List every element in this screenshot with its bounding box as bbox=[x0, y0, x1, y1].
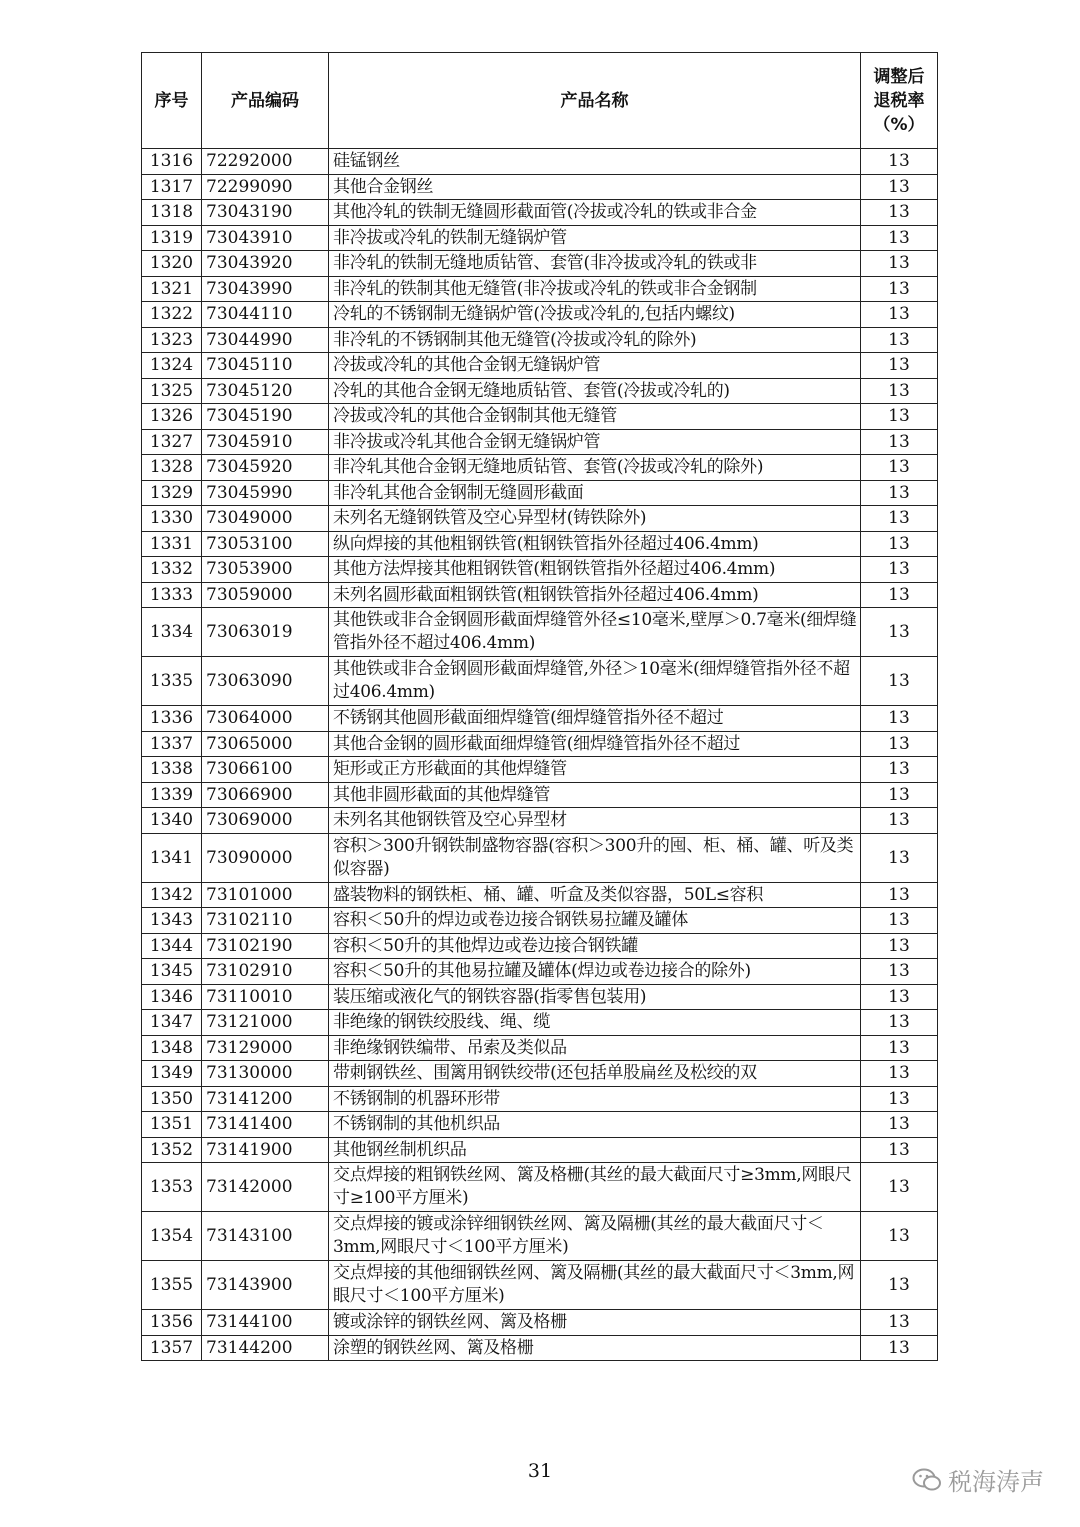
table-row bbox=[142, 506, 938, 532]
cell-code: 73063090 bbox=[202, 657, 329, 706]
cell-name: 冷轧的其他合金钢无缝地质钻管、套管(冷拔或冷轧的) bbox=[329, 378, 861, 404]
table-row bbox=[142, 302, 938, 328]
cell-rate: 13 bbox=[861, 276, 938, 302]
cell-name: 非绝缘的钢铁绞股线、绳、缆 bbox=[329, 1010, 861, 1036]
cell-rate: 13 bbox=[861, 1261, 938, 1310]
table-body bbox=[142, 149, 938, 1361]
cell-name: 不锈钢制的机器环形带 bbox=[329, 1086, 861, 1112]
cell-name: 交点焊接的粗钢铁丝网、篱及格栅(其丝的最大截面尺寸≥3mm,网眼尺寸≥100平方厘米) bbox=[329, 1163, 861, 1212]
table-row bbox=[142, 782, 938, 808]
cell-code: 73110010 bbox=[202, 984, 329, 1010]
cell-seq: 1350 bbox=[142, 1086, 202, 1112]
cell-rate: 13 bbox=[861, 327, 938, 353]
cell-seq: 1327 bbox=[142, 429, 202, 455]
cell-code: 73143900 bbox=[202, 1261, 329, 1310]
cell-rate: 13 bbox=[861, 1212, 938, 1261]
table-row bbox=[142, 706, 938, 732]
table-row bbox=[142, 149, 938, 175]
cell-seq: 1328 bbox=[142, 455, 202, 481]
cell-name: 冷拔或冷轧的其他合金钢无缝锅炉管 bbox=[329, 353, 861, 379]
cell-seq: 1331 bbox=[142, 531, 202, 557]
cell-name: 带刺钢铁丝、围篱用钢铁绞带(还包括单股扁丝及松绞的双 bbox=[329, 1061, 861, 1087]
wechat-icon bbox=[912, 1467, 942, 1493]
cell-code: 73045110 bbox=[202, 353, 329, 379]
cell-rate: 13 bbox=[861, 782, 938, 808]
cell-code: 73143100 bbox=[202, 1212, 329, 1261]
table-row bbox=[142, 327, 938, 353]
cell-rate: 13 bbox=[861, 808, 938, 834]
cell-seq: 1344 bbox=[142, 933, 202, 959]
cell-seq: 1322 bbox=[142, 302, 202, 328]
cell-seq: 1338 bbox=[142, 757, 202, 783]
cell-code: 73053900 bbox=[202, 557, 329, 583]
cell-rate: 13 bbox=[861, 429, 938, 455]
table-row bbox=[142, 757, 938, 783]
cell-code: 73066900 bbox=[202, 782, 329, 808]
table-row bbox=[142, 480, 938, 506]
table-row bbox=[142, 378, 938, 404]
cell-name: 不锈钢其他圆形截面细焊缝管(细焊缝管指外径不超过 bbox=[329, 706, 861, 732]
cell-seq: 1330 bbox=[142, 506, 202, 532]
header-code: 产品编码 bbox=[202, 53, 329, 149]
cell-seq: 1334 bbox=[142, 608, 202, 657]
cell-code: 73066100 bbox=[202, 757, 329, 783]
cell-rate: 13 bbox=[861, 378, 938, 404]
table-row bbox=[142, 731, 938, 757]
cell-seq: 1343 bbox=[142, 908, 202, 934]
cell-name: 其他合金钢丝 bbox=[329, 174, 861, 200]
cell-seq: 1316 bbox=[142, 149, 202, 175]
cell-seq: 1339 bbox=[142, 782, 202, 808]
cell-seq: 1319 bbox=[142, 225, 202, 251]
table-row bbox=[142, 1261, 938, 1310]
cell-rate: 13 bbox=[861, 506, 938, 532]
cell-rate: 13 bbox=[861, 959, 938, 985]
cell-name: 非冷拔或冷轧其他合金钢无缝锅炉管 bbox=[329, 429, 861, 455]
table-row bbox=[142, 1061, 938, 1087]
cell-code: 73045190 bbox=[202, 404, 329, 430]
table-row bbox=[142, 608, 938, 657]
cell-rate: 13 bbox=[861, 200, 938, 226]
cell-seq: 1323 bbox=[142, 327, 202, 353]
cell-name: 容积＞300升钢铁制盛物容器(容积＞300升的囤、柜、桶、罐、听及类似容器) bbox=[329, 833, 861, 882]
table-row bbox=[142, 557, 938, 583]
cell-code: 73102110 bbox=[202, 908, 329, 934]
cell-code: 72292000 bbox=[202, 149, 329, 175]
cell-seq: 1353 bbox=[142, 1163, 202, 1212]
header-rate-line-1: 调整后 bbox=[873, 66, 925, 87]
table-row bbox=[142, 429, 938, 455]
cell-name: 其他冷轧的铁制无缝圆形截面管(冷拔或冷轧的铁或非合金 bbox=[329, 200, 861, 226]
cell-code: 73144100 bbox=[202, 1310, 329, 1336]
table-row bbox=[142, 225, 938, 251]
cell-code: 73141900 bbox=[202, 1137, 329, 1163]
cell-name: 纵向焊接的其他粗钢铁管(粗钢铁管指外径超过406.4mm) bbox=[329, 531, 861, 557]
cell-seq: 1318 bbox=[142, 200, 202, 226]
cell-rate: 13 bbox=[861, 1086, 938, 1112]
cell-rate: 13 bbox=[861, 1335, 938, 1361]
cell-code: 73044110 bbox=[202, 302, 329, 328]
cell-seq: 1346 bbox=[142, 984, 202, 1010]
cell-code: 73049000 bbox=[202, 506, 329, 532]
cell-name: 硅锰钢丝 bbox=[329, 149, 861, 175]
table-row bbox=[142, 882, 938, 908]
cell-rate: 13 bbox=[861, 1163, 938, 1212]
cell-name: 容积＜50升的其他易拉罐及罐体(焊边或卷边接合的除外) bbox=[329, 959, 861, 985]
header-seq: 序号 bbox=[142, 53, 202, 149]
cell-seq: 1335 bbox=[142, 657, 202, 706]
cell-rate: 13 bbox=[861, 1112, 938, 1138]
cell-code: 73044990 bbox=[202, 327, 329, 353]
cell-rate: 13 bbox=[861, 480, 938, 506]
cell-code: 73121000 bbox=[202, 1010, 329, 1036]
cell-rate: 13 bbox=[861, 225, 938, 251]
table-row bbox=[142, 353, 938, 379]
watermark-text: 税海涛声 bbox=[948, 1468, 1044, 1496]
cell-code: 73102190 bbox=[202, 933, 329, 959]
cell-rate: 13 bbox=[861, 1061, 938, 1087]
table-row bbox=[142, 531, 938, 557]
cell-name: 非冷拔或冷轧的铁制无缝锅炉管 bbox=[329, 225, 861, 251]
cell-seq: 1332 bbox=[142, 557, 202, 583]
cell-name: 冷拔或冷轧的其他合金钢制其他无缝管 bbox=[329, 404, 861, 430]
cell-rate: 13 bbox=[861, 657, 938, 706]
cell-name: 未列名其他钢铁管及空心异型材 bbox=[329, 808, 861, 834]
cell-rate: 13 bbox=[861, 251, 938, 277]
cell-name: 其他合金钢的圆形截面细焊缝管(细焊缝管指外径不超过 bbox=[329, 731, 861, 757]
cell-name: 未列名圆形截面粗钢铁管(粗钢铁管指外径超过406.4mm) bbox=[329, 582, 861, 608]
table-row bbox=[142, 1010, 938, 1036]
cell-name: 交点焊接的其他细钢铁丝网、篱及隔栅(其丝的最大截面尺寸＜3mm,网眼尺寸＜100平方厘米) bbox=[329, 1261, 861, 1310]
cell-code: 73101000 bbox=[202, 882, 329, 908]
cell-seq: 1340 bbox=[142, 808, 202, 834]
header-rate-line-2: 退税率 bbox=[873, 90, 925, 111]
cell-seq: 1348 bbox=[142, 1035, 202, 1061]
cell-seq: 1317 bbox=[142, 174, 202, 200]
cell-rate: 13 bbox=[861, 1010, 938, 1036]
cell-name: 矩形或正方形截面的其他焊缝管 bbox=[329, 757, 861, 783]
cell-seq: 1325 bbox=[142, 378, 202, 404]
table-row bbox=[142, 833, 938, 882]
cell-seq: 1351 bbox=[142, 1112, 202, 1138]
cell-code: 73063019 bbox=[202, 608, 329, 657]
cell-seq: 1329 bbox=[142, 480, 202, 506]
cell-rate: 13 bbox=[861, 608, 938, 657]
cell-code: 73069000 bbox=[202, 808, 329, 834]
table-row bbox=[142, 455, 938, 481]
cell-code: 73130000 bbox=[202, 1061, 329, 1087]
cell-code: 73129000 bbox=[202, 1035, 329, 1061]
cell-rate: 13 bbox=[861, 933, 938, 959]
cell-name: 其他钢丝制机织品 bbox=[329, 1137, 861, 1163]
cell-rate: 13 bbox=[861, 455, 938, 481]
cell-rate: 13 bbox=[861, 908, 938, 934]
cell-seq: 1321 bbox=[142, 276, 202, 302]
cell-seq: 1333 bbox=[142, 582, 202, 608]
cell-code: 73090000 bbox=[202, 833, 329, 882]
cell-name: 非冷轧的铁制其他无缝管(非冷拔或冷轧的铁或非合金钢制 bbox=[329, 276, 861, 302]
table-row bbox=[142, 251, 938, 277]
cell-code: 73045120 bbox=[202, 378, 329, 404]
cell-seq: 1336 bbox=[142, 706, 202, 732]
cell-seq: 1354 bbox=[142, 1212, 202, 1261]
cell-name: 其他铁或非合金钢圆形截面焊缝管,外径＞10毫米(细焊缝管指外径不超过406.4mm) bbox=[329, 657, 861, 706]
cell-seq: 1337 bbox=[142, 731, 202, 757]
cell-name: 容积＜50升的其他焊边或卷边接合钢铁罐 bbox=[329, 933, 861, 959]
cell-code: 73059000 bbox=[202, 582, 329, 608]
table-row bbox=[142, 1163, 938, 1212]
table-row bbox=[142, 984, 938, 1010]
cell-code: 73065000 bbox=[202, 731, 329, 757]
cell-name: 其他铁或非合金钢圆形截面焊缝管外径≤10毫米,壁厚＞0.7毫米(细焊缝管指外径不超过406.4mm) bbox=[329, 608, 861, 657]
cell-code: 73045910 bbox=[202, 429, 329, 455]
cell-seq: 1347 bbox=[142, 1010, 202, 1036]
cell-seq: 1342 bbox=[142, 882, 202, 908]
table-row bbox=[142, 1112, 938, 1138]
table-row bbox=[142, 1086, 938, 1112]
cell-seq: 1320 bbox=[142, 251, 202, 277]
cell-rate: 13 bbox=[861, 706, 938, 732]
cell-rate: 13 bbox=[861, 757, 938, 783]
cell-seq: 1324 bbox=[142, 353, 202, 379]
table-row bbox=[142, 933, 938, 959]
table-row bbox=[142, 200, 938, 226]
table-row bbox=[142, 1212, 938, 1261]
cell-rate: 13 bbox=[861, 833, 938, 882]
cell-seq: 1326 bbox=[142, 404, 202, 430]
cell-seq: 1352 bbox=[142, 1137, 202, 1163]
cell-code: 73141200 bbox=[202, 1086, 329, 1112]
cell-code: 73144200 bbox=[202, 1335, 329, 1361]
page-number: 31 bbox=[527, 1460, 553, 1482]
cell-name: 涂塑的钢铁丝网、篱及格栅 bbox=[329, 1335, 861, 1361]
cell-rate: 13 bbox=[861, 149, 938, 175]
cell-name: 其他非圆形截面的其他焊缝管 bbox=[329, 782, 861, 808]
cell-code: 73043990 bbox=[202, 276, 329, 302]
cell-name: 非冷轧其他合金钢制无缝圆形截面 bbox=[329, 480, 861, 506]
cell-seq: 1341 bbox=[142, 833, 202, 882]
cell-code: 73142000 bbox=[202, 1163, 329, 1212]
cell-code: 73043920 bbox=[202, 251, 329, 277]
tax-rebate-table bbox=[141, 52, 938, 1361]
cell-rate: 13 bbox=[861, 302, 938, 328]
header-rate bbox=[861, 53, 938, 149]
cell-name: 冷轧的不锈钢制无缝锅炉管(冷拔或冷轧的,包括内螺纹) bbox=[329, 302, 861, 328]
cell-rate: 13 bbox=[861, 1035, 938, 1061]
cell-name: 盛装物料的钢铁柜、桶、罐、听盒及类似容器，50L≤容积 bbox=[329, 882, 861, 908]
cell-code: 73141400 bbox=[202, 1112, 329, 1138]
table-row bbox=[142, 1035, 938, 1061]
cell-name: 其他方法焊接其他粗钢铁管(粗钢铁管指外径超过406.4mm) bbox=[329, 557, 861, 583]
cell-rate: 13 bbox=[861, 531, 938, 557]
table-row bbox=[142, 808, 938, 834]
cell-seq: 1356 bbox=[142, 1310, 202, 1336]
cell-code: 73043910 bbox=[202, 225, 329, 251]
cell-name: 非冷轧的铁制无缝地质钻管、套管(非冷拔或冷轧的铁或非 bbox=[329, 251, 861, 277]
cell-code: 73045990 bbox=[202, 480, 329, 506]
table-row bbox=[142, 404, 938, 430]
cell-seq: 1345 bbox=[142, 959, 202, 985]
cell-code: 72299090 bbox=[202, 174, 329, 200]
cell-rate: 13 bbox=[861, 1137, 938, 1163]
table-row bbox=[142, 1137, 938, 1163]
cell-name: 交点焊接的镀或涂锌细钢铁丝网、篱及隔栅(其丝的最大截面尺寸＜3mm,网眼尺寸＜100平方厘米) bbox=[329, 1212, 861, 1261]
table-header-row bbox=[142, 53, 938, 149]
cell-rate: 13 bbox=[861, 174, 938, 200]
cell-code: 73043190 bbox=[202, 200, 329, 226]
cell-seq: 1349 bbox=[142, 1061, 202, 1087]
cell-name: 未列名无缝钢铁管及空心异型材(铸铁除外) bbox=[329, 506, 861, 532]
cell-rate: 13 bbox=[861, 557, 938, 583]
cell-rate: 13 bbox=[861, 582, 938, 608]
cell-name: 非绝缘钢铁编带、吊索及类似品 bbox=[329, 1035, 861, 1061]
cell-name: 不锈钢制的其他机织品 bbox=[329, 1112, 861, 1138]
cell-rate: 13 bbox=[861, 404, 938, 430]
table-row bbox=[142, 657, 938, 706]
cell-seq: 1355 bbox=[142, 1261, 202, 1310]
cell-code: 73045920 bbox=[202, 455, 329, 481]
watermark bbox=[912, 1462, 1044, 1497]
cell-name: 镀或涂锌的钢铁丝网、篱及格栅 bbox=[329, 1310, 861, 1336]
cell-code: 73102910 bbox=[202, 959, 329, 985]
cell-rate: 13 bbox=[861, 882, 938, 908]
table-row bbox=[142, 1310, 938, 1336]
cell-name: 装压缩或液化气的钢铁容器(指零售包装用) bbox=[329, 984, 861, 1010]
cell-name: 非冷轧其他合金钢无缝地质钻管、套管(冷拔或冷轧的除外) bbox=[329, 455, 861, 481]
table-row bbox=[142, 908, 938, 934]
cell-name: 容积＜50升的焊边或卷边接合钢铁易拉罐及罐体 bbox=[329, 908, 861, 934]
table-row bbox=[142, 174, 938, 200]
header-name: 产品名称 bbox=[329, 53, 861, 149]
header-rate-line-3: （%） bbox=[873, 114, 925, 135]
cell-rate: 13 bbox=[861, 984, 938, 1010]
cell-seq: 1357 bbox=[142, 1335, 202, 1361]
cell-rate: 13 bbox=[861, 731, 938, 757]
table-row bbox=[142, 1335, 938, 1361]
cell-code: 73053100 bbox=[202, 531, 329, 557]
table-row bbox=[142, 582, 938, 608]
cell-code: 73064000 bbox=[202, 706, 329, 732]
table-row bbox=[142, 276, 938, 302]
cell-rate: 13 bbox=[861, 353, 938, 379]
table-row bbox=[142, 959, 938, 985]
cell-name: 非冷轧的不锈钢制其他无缝管(冷拔或冷轧的除外) bbox=[329, 327, 861, 353]
cell-rate: 13 bbox=[861, 1310, 938, 1336]
